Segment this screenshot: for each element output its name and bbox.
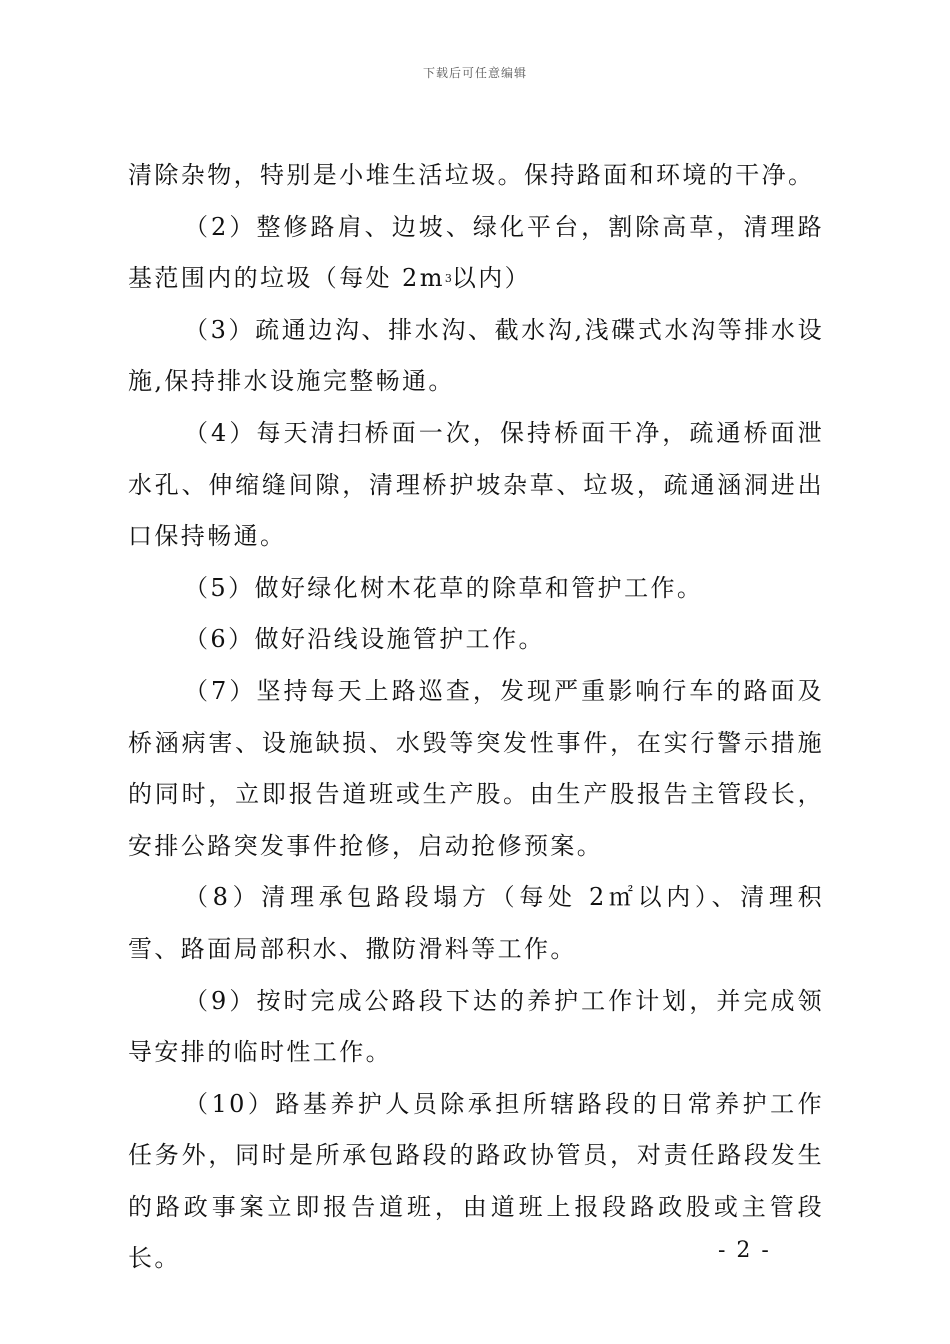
page-number: - 2 - (718, 1238, 771, 1263)
paragraph-item-10: （10）路基养护人员除承担所辖路段的日常养护工作任务外，同时是所承包路段的路政协管员，对责任路段发生的路政事案立即报告道班，由道班上报段路政股或主管段长。 (128, 1089, 824, 1273)
paragraph-item-7: （7）坚持每天上路巡查，发现严重影响行车的路面及桥涵病害、设施缺损、水毁等突发性事件，在实行警示措施的同时，立即报告道班或生产股。由生产股报告主管段长，安排公路突发事件抢修，启动抢修预案。 (128, 676, 824, 860)
document-body (128, 150, 824, 1285)
paragraph-continuation: 清除杂物，特别是小堆生活垃圾。保持路面和环境的干净。 (128, 161, 815, 189)
paragraph-item-2-text-end: 以内） (451, 264, 532, 293)
cubic-superscript: 3 (444, 272, 452, 286)
paragraph-item-3: （3）疏通边沟、排水沟、截水沟,浅碟式水沟等排水设施,保持排水设施完整畅通。 (128, 315, 824, 396)
paragraph-item-9: （9）按时完成公路段下达的养护工作计划，并完成领导安排的临时性工作。 (128, 986, 824, 1067)
page-header-note: 下载后可任意编辑 (422, 66, 527, 80)
paragraph-item-2 (128, 202, 824, 305)
paragraph-item-8: （8）清理承包路段塌方（每处 2㎡以内）、清理积雪、路面局部积水、撒防滑料等工作。 (128, 883, 824, 963)
paragraph-item-2-text: （2）整修路肩、边坡、绿化平台，割除高草，清理路基范围内的垃圾（每处 2m (128, 212, 824, 293)
paragraph-item-5: （5）做好绿化树木花草的除草和管护工作。 (184, 573, 704, 602)
paragraph-item-4: （4）每天清扫桥面一次，保持桥面干净，疏通桥面泄水孔、伸缩缝间隙，清理桥护坡杂草、垃圾，疏通涵洞进出口保持畅通。 (128, 418, 824, 551)
paragraph-item-6: （6）做好沿线设施管护工作。 (184, 625, 545, 654)
